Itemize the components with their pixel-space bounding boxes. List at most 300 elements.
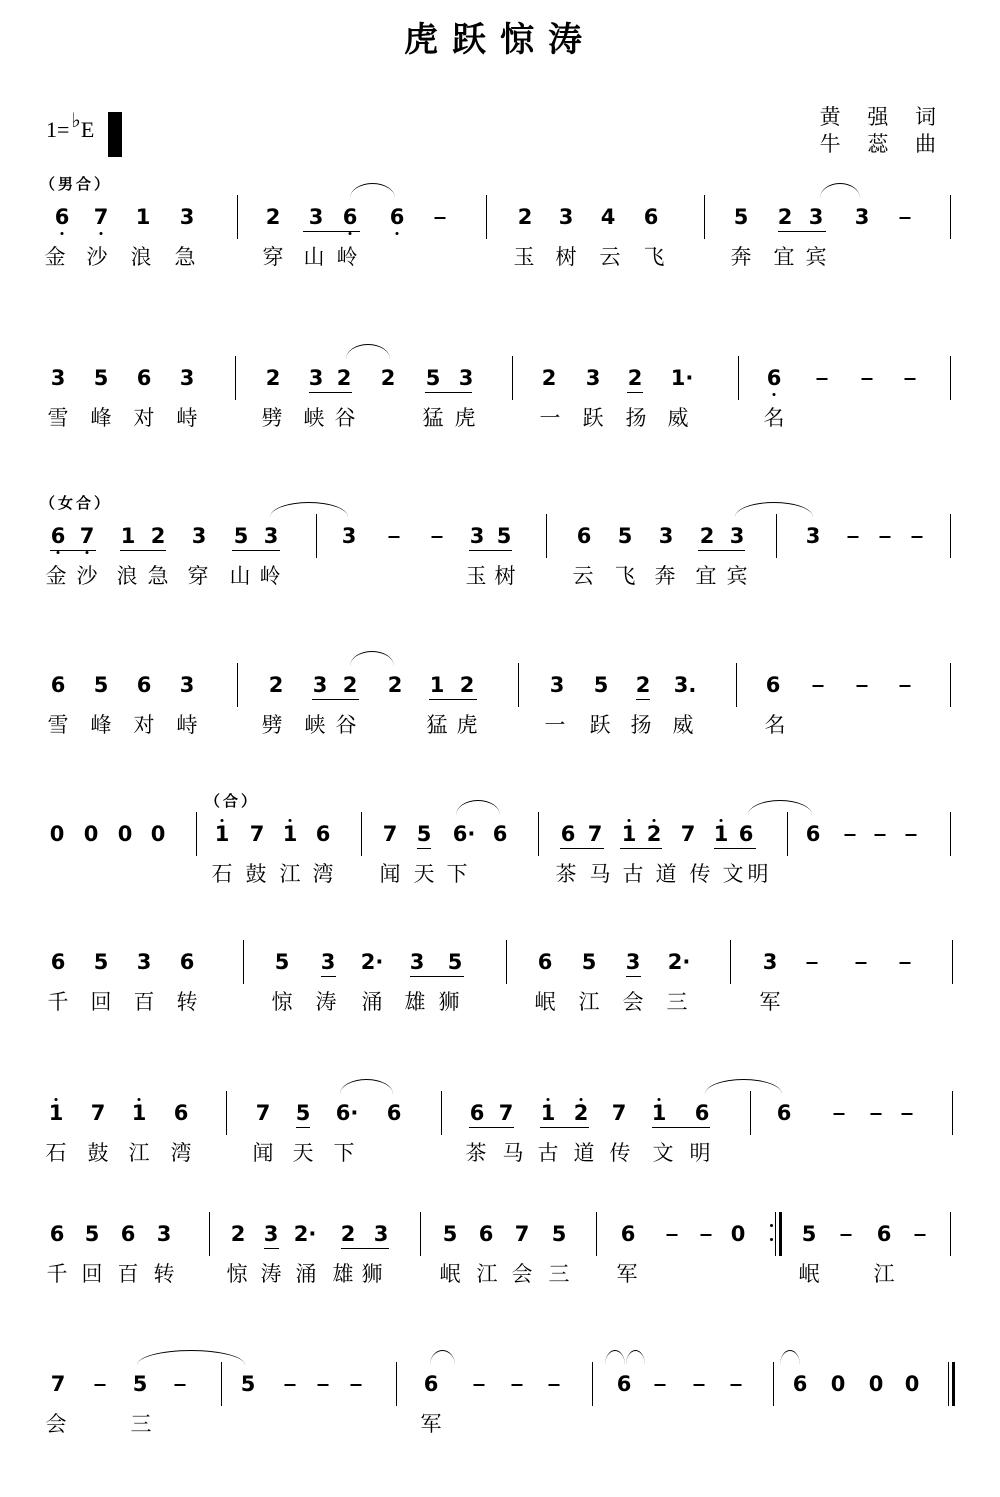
note: 1 xyxy=(429,673,445,697)
beam-underline xyxy=(309,392,352,393)
lyric-char: 沙 xyxy=(76,564,98,588)
slur-tie xyxy=(346,344,390,359)
sustain-dash xyxy=(701,1234,712,1236)
lyric-char: 扬 xyxy=(625,406,647,430)
slur-tie xyxy=(456,800,500,815)
note: 6 xyxy=(50,524,66,548)
sustain-dash xyxy=(848,536,859,538)
note: 3 xyxy=(762,950,778,974)
note: 5 xyxy=(84,1222,100,1246)
section-label: （合） xyxy=(205,792,260,810)
note: 2 xyxy=(387,673,403,697)
beam-underline xyxy=(652,1127,710,1128)
upper-octave-dot xyxy=(138,1098,141,1101)
sustain-dash xyxy=(902,1113,913,1115)
note: 3 xyxy=(585,366,601,390)
lyric-char: 峰 xyxy=(90,406,112,430)
note: 1 xyxy=(214,822,230,846)
lyric-char: 涌 xyxy=(295,1262,317,1286)
note: 7 xyxy=(587,822,603,846)
note: 5 xyxy=(233,524,249,548)
note: 3 xyxy=(179,366,195,390)
lyric-char: 岷 xyxy=(798,1262,820,1286)
note: 0 xyxy=(83,822,99,846)
slur-tie xyxy=(340,1079,393,1094)
key-letter: E xyxy=(80,117,95,142)
lyric-char: 虎 xyxy=(454,406,476,430)
lyric-char: 道 xyxy=(655,862,677,886)
note: 6 xyxy=(616,1372,632,1396)
sustain-dash xyxy=(694,1384,705,1386)
lyric-char: 对 xyxy=(133,406,155,430)
note: 6 xyxy=(469,1101,485,1125)
sustain-dash xyxy=(856,962,867,964)
sustain-dash xyxy=(817,378,828,380)
note: 7 xyxy=(611,1101,627,1125)
barline xyxy=(776,514,777,558)
barline xyxy=(596,1212,597,1256)
note: 6 xyxy=(576,524,592,548)
slur-tie xyxy=(137,1350,245,1365)
lyric-char: 奔 xyxy=(654,564,676,588)
barline xyxy=(950,663,951,707)
lower-octave-dot xyxy=(100,232,103,235)
note: 5 xyxy=(617,524,633,548)
beam-underline xyxy=(636,699,650,700)
note: 2 xyxy=(573,1101,589,1125)
song-title: 虎跃惊涛 xyxy=(404,20,596,60)
repeat-dot xyxy=(770,1238,773,1241)
note: 1 xyxy=(120,524,136,548)
note: 0 xyxy=(868,1372,884,1396)
note: 6 xyxy=(120,1222,136,1246)
lyric-char: 岭 xyxy=(259,564,281,588)
sustain-dash xyxy=(807,962,818,964)
lyric-char: 惊 xyxy=(271,990,293,1014)
lyric-char: 飞 xyxy=(614,564,636,588)
lyric-char: 鼓 xyxy=(87,1141,109,1165)
note: 3 xyxy=(308,366,324,390)
barline xyxy=(237,663,238,707)
note: 2 xyxy=(777,205,793,229)
lyric-char: 威 xyxy=(667,406,689,430)
barline xyxy=(736,663,737,707)
flat-icon: ♭ xyxy=(71,109,81,132)
lyric-char: 江 xyxy=(578,990,600,1014)
slur-tie xyxy=(605,1350,625,1365)
note: 7 xyxy=(498,1101,514,1125)
barline xyxy=(592,1362,593,1406)
sustain-dash xyxy=(175,1384,186,1386)
note: 2 xyxy=(336,366,352,390)
lyric-char: 沙 xyxy=(86,245,108,269)
upper-octave-dot xyxy=(221,819,224,822)
lower-octave-dot xyxy=(349,232,352,235)
lyric-char: 山 xyxy=(229,564,251,588)
note: 1 xyxy=(135,205,151,229)
lyric-char: 云 xyxy=(599,245,621,269)
lyric-char: 江 xyxy=(476,1262,498,1286)
lyric-char: 虎 xyxy=(456,713,478,737)
barline xyxy=(235,356,236,400)
lyric-char: 天 xyxy=(292,1141,314,1165)
note: 2 xyxy=(541,366,557,390)
beam-underline xyxy=(296,1127,310,1128)
sustain-dash xyxy=(474,1384,485,1386)
barline xyxy=(396,1362,397,1406)
sustain-dash xyxy=(435,217,446,219)
note: 6 xyxy=(342,205,358,229)
lyric-char: 马 xyxy=(502,1141,524,1165)
barline xyxy=(787,812,788,856)
barline xyxy=(952,940,953,984)
repeat-barline-thick xyxy=(779,1212,782,1256)
lyric-char: 穿 xyxy=(187,564,209,588)
note: 3 xyxy=(469,524,485,548)
barline xyxy=(226,1091,227,1135)
note: 6 xyxy=(136,366,152,390)
barline xyxy=(237,195,238,239)
note: 5 xyxy=(93,950,109,974)
barline xyxy=(950,356,951,400)
lyric-char: 道 xyxy=(573,1141,595,1165)
lyric-char: 三 xyxy=(130,1412,152,1436)
lyric-char: 传 xyxy=(609,1141,631,1165)
lyric-char: 雪 xyxy=(47,713,69,737)
note: 3 xyxy=(373,1222,389,1246)
key-equals: = xyxy=(57,117,70,142)
lyric-char: 古 xyxy=(537,1141,559,1165)
lyric-char: 闻 xyxy=(252,1141,274,1165)
lyric-char: 会 xyxy=(45,1412,67,1436)
lower-octave-dot xyxy=(61,232,64,235)
sustain-dash xyxy=(841,1234,852,1236)
beam-underline xyxy=(560,848,604,849)
lyric-char: 宾 xyxy=(726,564,748,588)
barline xyxy=(730,940,731,984)
sustain-dash xyxy=(905,378,916,380)
lyric-char: 峡 xyxy=(303,406,325,430)
note: 3 xyxy=(658,524,674,548)
lyric-char: 明 xyxy=(747,862,769,886)
sustain-dash xyxy=(912,536,923,538)
lyric-char: 飞 xyxy=(643,245,665,269)
sustain-dash xyxy=(915,1234,926,1236)
note: 2 xyxy=(268,673,284,697)
note: 2 xyxy=(517,205,533,229)
lyric-char: 一 xyxy=(544,713,566,737)
note: 6 xyxy=(315,822,331,846)
lyric-char: 江 xyxy=(128,1141,150,1165)
upper-octave-dot xyxy=(658,1098,661,1101)
lyric-char: 涛 xyxy=(260,1262,282,1286)
lyric-char: 峰 xyxy=(90,713,112,737)
beam-underline xyxy=(120,550,166,551)
note: 6 xyxy=(54,205,70,229)
note: 6 xyxy=(765,673,781,697)
sustain-dash xyxy=(351,1384,362,1386)
note: 5 xyxy=(551,1222,567,1246)
note: 5 xyxy=(425,366,441,390)
lyric-char: 涌 xyxy=(361,990,383,1014)
note: 6 xyxy=(560,822,576,846)
lyric-char: 树 xyxy=(494,564,516,588)
beam-underline xyxy=(627,392,643,393)
lyric-char: 跃 xyxy=(582,406,604,430)
note: 6 xyxy=(179,950,195,974)
upper-octave-dot xyxy=(628,819,631,822)
lyric-char: 转 xyxy=(153,1262,175,1286)
lyric-char: 穿 xyxy=(262,245,284,269)
lower-octave-dot xyxy=(773,393,776,396)
note: 2 xyxy=(459,673,475,697)
note: 3 xyxy=(805,524,821,548)
lyric-char: 金 xyxy=(44,245,66,269)
note: 2 xyxy=(265,366,281,390)
note: 3 xyxy=(729,524,745,548)
lyric-char: 古 xyxy=(622,862,644,886)
sustain-dash xyxy=(862,378,873,380)
barline xyxy=(486,195,487,239)
lyric-char: 千 xyxy=(47,990,69,1014)
lyric-char: 峙 xyxy=(176,406,198,430)
lyric-char: 对 xyxy=(133,713,155,737)
lyric-char: 劈 xyxy=(261,406,283,430)
note: 6 xyxy=(738,822,754,846)
note: 1 xyxy=(713,822,729,846)
beam-underline xyxy=(778,231,826,232)
note: 3. xyxy=(673,673,697,697)
slur-tie xyxy=(350,651,394,666)
note: 6· xyxy=(335,1101,359,1125)
note: 1 xyxy=(540,1101,556,1125)
lyric-char: 一 xyxy=(539,406,561,430)
lyric-char: 名 xyxy=(763,406,785,430)
note: 2 xyxy=(627,366,643,390)
lyric-char: 千 xyxy=(46,1262,68,1286)
note: 5 xyxy=(93,366,109,390)
note: 2 xyxy=(340,1222,356,1246)
note: 2· xyxy=(360,950,384,974)
slur-tie xyxy=(735,502,813,517)
lyric-char: 雪 xyxy=(47,406,69,430)
note: 6 xyxy=(537,950,553,974)
barline xyxy=(950,1212,951,1256)
note: 7 xyxy=(382,822,398,846)
upper-octave-dot xyxy=(653,819,656,822)
lyric-char: 涛 xyxy=(315,990,337,1014)
final-barline-thin xyxy=(948,1362,949,1406)
beam-underline xyxy=(232,550,280,551)
note: 3 xyxy=(458,366,474,390)
upper-octave-dot xyxy=(580,1098,583,1101)
note: 0 xyxy=(117,822,133,846)
repeat-dot xyxy=(770,1224,773,1227)
barline xyxy=(196,812,197,856)
note: 6 xyxy=(643,205,659,229)
beam-underline xyxy=(429,699,477,700)
lyric-char: 闻 xyxy=(379,862,401,886)
lyric-char: 岭 xyxy=(336,245,358,269)
upper-octave-dot xyxy=(289,819,292,822)
note: 7 xyxy=(79,524,95,548)
lyric-char: 猛 xyxy=(422,406,444,430)
lyric-char: 峡 xyxy=(304,713,326,737)
lyric-char: 军 xyxy=(759,990,781,1014)
lyric-char: 惊 xyxy=(226,1262,248,1286)
barline xyxy=(518,663,519,707)
note: 5 xyxy=(442,1222,458,1246)
note: 2 xyxy=(342,673,358,697)
final-barline-thick xyxy=(952,1362,955,1406)
lyric-char: 下 xyxy=(333,1141,355,1165)
barline xyxy=(221,1362,222,1406)
note: 0 xyxy=(830,1372,846,1396)
lyric-char: 急 xyxy=(174,245,196,269)
time-signature-line xyxy=(108,112,122,157)
sustain-dash xyxy=(871,1113,882,1115)
lower-octave-dot xyxy=(86,551,89,554)
lyric-char: 江 xyxy=(873,1262,895,1286)
barline xyxy=(773,1362,774,1406)
barline xyxy=(546,514,547,558)
note: 7 xyxy=(680,822,696,846)
note: 6 xyxy=(876,1222,892,1246)
sustain-dash xyxy=(845,834,856,836)
lyric-char: 峙 xyxy=(176,713,198,737)
note: 3 xyxy=(312,673,328,697)
beam-underline xyxy=(469,550,512,551)
slur-tie xyxy=(748,800,812,815)
slur-tie xyxy=(780,1350,800,1365)
lyric-char: 鼓 xyxy=(245,862,267,886)
note: 7 xyxy=(255,1101,271,1125)
lyric-char: 会 xyxy=(511,1262,533,1286)
barline xyxy=(441,1091,442,1135)
slur-tie xyxy=(430,1350,455,1365)
section-label: （女合） xyxy=(40,494,113,512)
note: 3 xyxy=(263,1222,279,1246)
note: 7 xyxy=(50,1372,66,1396)
note: 2 xyxy=(150,524,166,548)
slur-tie xyxy=(270,502,348,517)
lower-octave-dot xyxy=(57,551,60,554)
note: 3 xyxy=(558,205,574,229)
note: 3 xyxy=(409,950,425,974)
repeat-barline-thin xyxy=(775,1212,776,1256)
lyric-char: 玉 xyxy=(465,564,487,588)
note: 6 xyxy=(492,822,508,846)
sustain-dash xyxy=(432,536,443,538)
lyric-char: 明 xyxy=(689,1141,711,1165)
note: 2 xyxy=(380,366,396,390)
key-signature xyxy=(46,109,119,148)
sustain-dash xyxy=(512,1384,523,1386)
beam-underline xyxy=(540,1127,589,1128)
beam-underline xyxy=(410,976,464,977)
lyric-char: 浪 xyxy=(116,564,138,588)
note: 2 xyxy=(646,822,662,846)
note: 7 xyxy=(249,822,265,846)
note: 3 xyxy=(854,205,870,229)
section-label: （男合） xyxy=(40,175,113,193)
note: 5 xyxy=(132,1372,148,1396)
note: 1 xyxy=(48,1101,64,1125)
lyric-char: 岷 xyxy=(534,990,556,1014)
slur-tie xyxy=(705,1079,782,1094)
note: 6 xyxy=(766,366,782,390)
barline xyxy=(420,1212,421,1256)
beam-underline xyxy=(417,848,431,849)
note: 3 xyxy=(341,524,357,548)
lyric-char: 文 xyxy=(722,862,744,886)
barline xyxy=(361,812,362,856)
lyric-char: 三 xyxy=(666,990,688,1014)
lyric-char: 传 xyxy=(689,862,711,886)
note: 3 xyxy=(136,950,152,974)
note: 5 xyxy=(733,205,749,229)
lyric-char: 雄 xyxy=(404,990,426,1014)
note: 2 xyxy=(699,524,715,548)
note: 3 xyxy=(808,205,824,229)
note: 1· xyxy=(670,366,694,390)
lyric-char: 浪 xyxy=(130,245,152,269)
time-signature xyxy=(110,112,119,148)
sustain-dash xyxy=(834,1113,845,1115)
note: 6 xyxy=(805,822,821,846)
note: 5 xyxy=(593,673,609,697)
note: 6 xyxy=(478,1222,494,1246)
beam-underline xyxy=(626,976,641,977)
upper-octave-dot xyxy=(720,819,723,822)
note: 3 xyxy=(191,524,207,548)
lyric-char: 茶 xyxy=(465,1141,487,1165)
note: 1 xyxy=(621,822,637,846)
beam-underline xyxy=(312,699,359,700)
note: 3 xyxy=(156,1222,172,1246)
barline xyxy=(704,195,705,239)
lyric-char: 急 xyxy=(147,564,169,588)
beam-underline xyxy=(264,1248,279,1249)
lyric-char: 马 xyxy=(589,862,611,886)
note: 7 xyxy=(93,205,109,229)
lyric-char: 奔 xyxy=(730,245,752,269)
lyric-char: 劈 xyxy=(261,713,283,737)
barline xyxy=(950,514,951,558)
note: 1 xyxy=(651,1101,667,1125)
beam-underline xyxy=(50,550,96,551)
sustain-dash xyxy=(667,1234,678,1236)
lyricist-credit: 黄 强 词 xyxy=(819,105,946,129)
lyric-char: 江 xyxy=(279,862,301,886)
note: 3 xyxy=(179,205,195,229)
sustain-dash xyxy=(900,685,911,687)
lyric-char: 石 xyxy=(45,1141,67,1165)
upper-octave-dot xyxy=(55,1098,58,1101)
beam-underline xyxy=(469,1127,514,1128)
lyric-char: 雄 xyxy=(332,1262,354,1286)
composer-credit: 牛 蕊 曲 xyxy=(819,132,946,156)
note: 4 xyxy=(600,205,616,229)
slur-tie xyxy=(350,183,395,198)
lyric-char: 猛 xyxy=(426,713,448,737)
sustain-dash xyxy=(285,1384,296,1386)
sustain-dash xyxy=(731,1384,742,1386)
note: 0 xyxy=(904,1372,920,1396)
lyric-char: 石 xyxy=(211,862,233,886)
lyric-char: 跃 xyxy=(589,713,611,737)
note: 5 xyxy=(416,822,432,846)
